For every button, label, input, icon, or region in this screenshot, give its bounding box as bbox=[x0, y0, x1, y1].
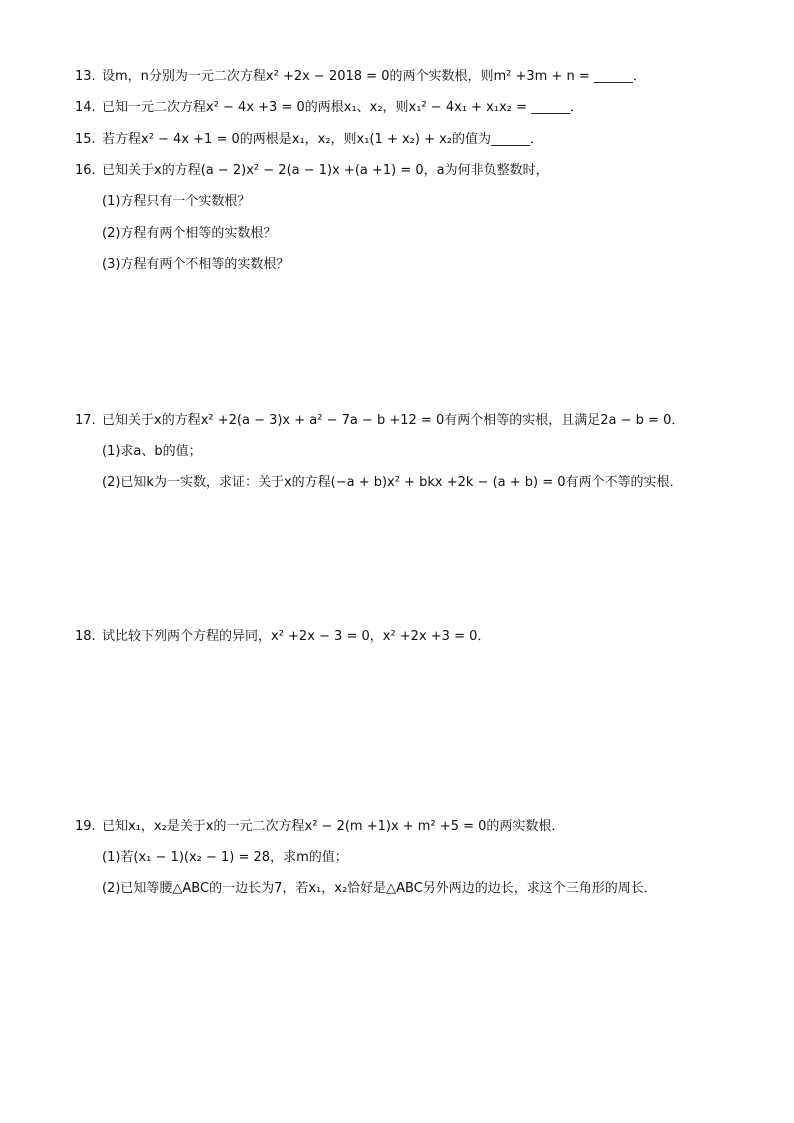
problem-16 bbox=[75, 162, 549, 180]
problem-16-part-2: (2)方程有两个相等的实数根？ bbox=[102, 226, 277, 241]
problem-15 bbox=[75, 131, 543, 149]
problem-number: 17. bbox=[75, 413, 96, 428]
problem-text: 已知关于x的方程x² +2(a − 3)x + a² − 7a − b +12 = 0有两个相等的实根，且满足2a − b = 0． bbox=[102, 413, 685, 428]
problem-13 bbox=[75, 68, 646, 86]
problem-number: 14. bbox=[75, 100, 96, 115]
problem-number: 13. bbox=[75, 69, 96, 84]
problem-text: 已知关于x的方程(a − 2)x² − 2(a − 1)x +(a +1) = 0，a为何非负整数时， bbox=[102, 163, 549, 178]
problem-17 bbox=[75, 412, 684, 430]
problem-19-part-2: (2)已知等腰△ABC的一边长为7，若x₁，x₂恰好是△ABC另外两边的边长，求这个三角形的周长． bbox=[102, 881, 657, 896]
problem-text: 若方程x² − 4x +1 = 0的两根是x₁，x₂，则x₁(1 + x₂) + x₂的值为______． bbox=[102, 132, 544, 147]
problem-17-part-2: (2)已知k为一实数，求证：关于x的方程(−a + b)x² + bkx +2k − (a + b) = 0有两个不等的实根． bbox=[102, 475, 683, 490]
problem-text: 试比较下列两个方程的异同，x² +2x − 3 = 0，x² +2x +3 = 0． bbox=[102, 629, 491, 644]
problem-18 bbox=[75, 628, 490, 646]
problem-number: 19. bbox=[75, 819, 96, 834]
problem-19-part-1: (1)若(x₁ − 1)(x₂ − 1) = 28，求m的值； bbox=[102, 850, 348, 865]
problem-16-part-3: (3)方程有两个不相等的实数根？ bbox=[102, 257, 290, 272]
problem-text: 已知一元二次方程x² − 4x +3 = 0的两根x₁、x₂，则x₁² − 4x₁ + x₁x₂ = ______． bbox=[102, 100, 584, 115]
problem-number: 15. bbox=[75, 132, 96, 147]
problem-text: 已知x₁，x₂是关于x的一元二次方程x² − 2(m +1)x + m² +5 = 0的两实数根． bbox=[102, 819, 565, 834]
problem-number: 18. bbox=[75, 629, 96, 644]
problem-text: 设m，n分别为一元二次方程x² +2x − 2018 = 0的两个实数根，则m² +3m + n = ______． bbox=[102, 69, 646, 84]
problem-number: 16. bbox=[75, 163, 96, 178]
problem-16-part-1: (1)方程只有一个实数根？ bbox=[102, 194, 251, 209]
problem-14 bbox=[75, 99, 583, 117]
problem-17-part-1: (1)求a、b的值； bbox=[102, 444, 202, 459]
problem-19 bbox=[75, 818, 564, 836]
